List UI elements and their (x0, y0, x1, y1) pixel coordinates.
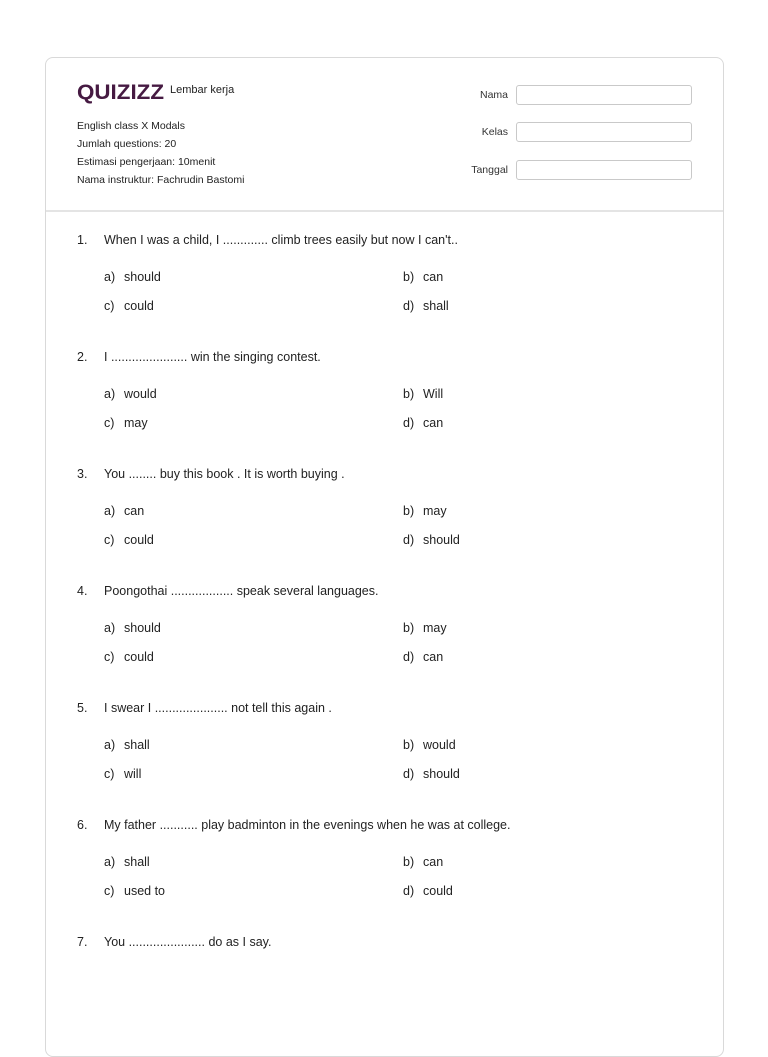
option-a (104, 854, 150, 870)
option-text: would (124, 387, 157, 401)
option-text: will (124, 767, 142, 781)
option-letter: c) (104, 884, 115, 898)
option-letter: a) (104, 504, 116, 518)
worksheet-card (45, 57, 724, 1057)
question-text: When I was a child, I ............. climb trees easily but now I can't.. (104, 233, 458, 247)
option-letter: b) (403, 738, 415, 752)
option-c (104, 883, 165, 899)
option-text: would (423, 738, 456, 752)
option-text: should (124, 270, 161, 284)
option-letter: c) (104, 533, 115, 547)
question-5 (77, 700, 697, 817)
option-text: can (423, 855, 444, 869)
option-letter: d) (403, 767, 415, 781)
question-1 (77, 232, 697, 349)
option-letter: a) (104, 621, 116, 635)
option-c (104, 766, 141, 782)
question-6-line (77, 817, 697, 833)
meta-instructor: Nama instruktur: Fachrudin Bastomi (77, 174, 245, 186)
worksheet-header (46, 58, 723, 212)
option-text: can (124, 504, 145, 518)
question-number: 4. (77, 584, 88, 598)
logo-text: QUIZIZZ (77, 81, 164, 104)
option-c (104, 298, 154, 314)
question-4-line (77, 583, 697, 599)
option-letter: d) (403, 299, 415, 313)
option-text: could (124, 650, 154, 664)
option-letter: d) (403, 884, 415, 898)
option-text: may (423, 504, 447, 518)
option-text: could (124, 533, 154, 547)
option-d (403, 883, 453, 899)
field-row-nama (448, 85, 692, 105)
option-text: may (124, 416, 148, 430)
question-7 (77, 934, 697, 1051)
brand-row (77, 80, 234, 104)
option-letter: c) (104, 650, 115, 664)
option-letter: d) (403, 533, 415, 547)
option-letter: c) (104, 416, 115, 430)
option-letter: c) (104, 299, 115, 313)
option-b (403, 503, 447, 519)
question-3 (77, 466, 697, 583)
option-text: may (423, 621, 447, 635)
option-a (104, 620, 161, 636)
question-2-line (77, 349, 697, 365)
option-d (403, 532, 460, 548)
tanggal-label: Tanggal (471, 164, 508, 176)
option-text: should (423, 533, 460, 547)
option-text: should (124, 621, 161, 635)
option-text: should (423, 767, 460, 781)
option-letter: b) (403, 855, 415, 869)
option-letter: d) (403, 416, 415, 430)
option-a (104, 386, 157, 402)
tanggal-input[interactable] (516, 160, 692, 180)
worksheet-label: Lembar kerja (170, 84, 235, 96)
option-a (104, 503, 144, 519)
option-letter: a) (104, 270, 116, 284)
question-list (77, 232, 697, 1051)
question-text: My father ........... play badminton in the evenings when he was at college. (104, 818, 511, 832)
meta-class-title: English class X Modals (77, 120, 185, 132)
question-2 (77, 349, 697, 466)
question-1-line (77, 232, 697, 248)
meta-question-count: Jumlah questions: 20 (77, 138, 177, 150)
option-text: can (423, 416, 444, 430)
question-number: 1. (77, 233, 88, 247)
field-row-tanggal (448, 160, 692, 180)
option-text: could (124, 299, 154, 313)
option-letter: d) (403, 650, 415, 664)
question-5-line (77, 700, 697, 716)
option-letter: b) (403, 387, 415, 401)
option-c (104, 649, 154, 665)
option-d (403, 415, 443, 431)
question-number: 7. (77, 935, 88, 949)
question-number: 5. (77, 701, 88, 715)
question-text: You ...................... do as I say. (104, 935, 272, 949)
option-b (403, 737, 456, 753)
option-text: used to (124, 884, 166, 898)
option-b (403, 854, 443, 870)
question-number: 3. (77, 467, 88, 481)
option-text: can (423, 650, 444, 664)
question-text: Poongothai .................. speak several languages. (104, 584, 379, 598)
option-b (403, 386, 443, 402)
option-text: shall (423, 299, 449, 313)
option-letter: a) (104, 855, 116, 869)
option-text: shall (124, 855, 150, 869)
nama-label: Nama (479, 89, 508, 101)
question-7-line (77, 934, 697, 950)
option-letter: b) (403, 621, 415, 635)
worksheet-meta (77, 117, 244, 189)
option-text: Will (423, 387, 444, 401)
kelas-label: Kelas (481, 126, 508, 138)
option-text: can (423, 270, 444, 284)
nama-input[interactable] (516, 85, 692, 105)
option-letter: c) (104, 767, 115, 781)
option-c (104, 415, 148, 431)
option-letter: b) (403, 504, 415, 518)
option-d (403, 298, 449, 314)
kelas-input[interactable] (516, 122, 692, 142)
option-a (104, 737, 150, 753)
question-number: 2. (77, 350, 88, 364)
option-text: could (423, 884, 453, 898)
question-4 (77, 583, 697, 700)
option-d (403, 649, 443, 665)
question-6 (77, 817, 697, 934)
option-b (403, 620, 447, 636)
question-text: You ........ buy this book . It is worth buying . (104, 467, 345, 481)
option-letter: a) (104, 738, 116, 752)
option-c (104, 532, 154, 548)
option-letter: b) (403, 270, 415, 284)
option-d (403, 766, 460, 782)
option-text: shall (124, 738, 150, 752)
option-b (403, 269, 443, 285)
question-number: 6. (77, 818, 88, 832)
quizizz-logo-icon (77, 80, 164, 104)
question-text: I ...................... win the singing contest. (104, 350, 321, 364)
question-3-line (77, 466, 697, 482)
question-text: I swear I ..................... not tell this again . (104, 701, 332, 715)
option-a (104, 269, 161, 285)
meta-estimated-time: Estimasi pengerjaan: 10menit (77, 156, 216, 168)
field-row-kelas (448, 122, 692, 142)
option-letter: a) (104, 387, 116, 401)
